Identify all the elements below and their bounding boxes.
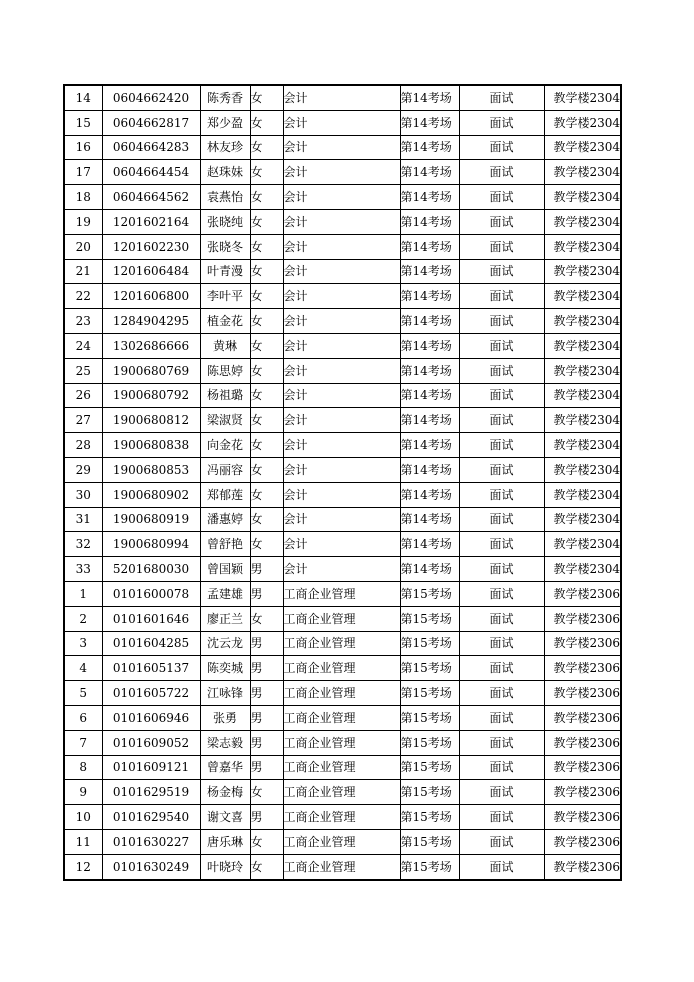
candidate-name-cell: 冯丽容 (200, 457, 250, 482)
gender-cell: 女 (250, 135, 283, 160)
exam-type-cell: 面试 (459, 433, 544, 458)
gender-cell: 女 (250, 110, 283, 135)
candidate-id-cell: 0604664283 (102, 135, 200, 160)
location-cell: 教学楼2306 (544, 780, 621, 805)
gender-cell: 女 (250, 234, 283, 259)
candidate-name-cell: 曾国颖 (200, 557, 250, 582)
candidate-name-cell: 谢文喜 (200, 805, 250, 830)
table-row (64, 829, 621, 854)
exam-type-cell: 面试 (459, 780, 544, 805)
exam-type-cell: 面试 (459, 805, 544, 830)
table-row (64, 854, 621, 879)
location-cell: 教学楼2306 (544, 854, 621, 879)
row-number-cell: 26 (64, 383, 102, 408)
row-number-cell: 4 (64, 656, 102, 681)
candidate-name-cell: 郑郁莲 (200, 482, 250, 507)
major-cell: 会计 (283, 110, 400, 135)
major-cell: 会计 (283, 185, 400, 210)
exam-type-cell: 面试 (459, 358, 544, 383)
location-cell: 教学楼2304 (544, 482, 621, 507)
gender-cell: 女 (250, 309, 283, 334)
exam-type-cell: 面试 (459, 160, 544, 185)
candidate-id-cell: 0101600078 (102, 581, 200, 606)
exam-room-cell: 第15考场 (400, 780, 459, 805)
major-cell: 会计 (283, 309, 400, 334)
candidate-name-cell: 向金花 (200, 433, 250, 458)
row-number-cell: 16 (64, 135, 102, 160)
gender-cell: 女 (250, 606, 283, 631)
location-cell: 教学楼2304 (544, 284, 621, 309)
exam-type-cell: 面试 (459, 557, 544, 582)
row-number-cell: 31 (64, 507, 102, 532)
candidate-id-cell: 5201680030 (102, 557, 200, 582)
location-cell: 教学楼2306 (544, 755, 621, 780)
exam-room-cell: 第14考场 (400, 333, 459, 358)
exam-room-cell: 第15考场 (400, 854, 459, 879)
location-cell: 教学楼2304 (544, 333, 621, 358)
candidate-id-cell: 0101609121 (102, 755, 200, 780)
location-cell: 教学楼2306 (544, 829, 621, 854)
major-cell: 会计 (283, 408, 400, 433)
location-cell: 教学楼2306 (544, 681, 621, 706)
table-row (64, 383, 621, 408)
exam-room-cell: 第15考场 (400, 705, 459, 730)
location-cell: 教学楼2304 (544, 358, 621, 383)
major-cell: 工商企业管理 (283, 581, 400, 606)
candidate-name-cell: 潘惠婷 (200, 507, 250, 532)
candidate-name-cell: 沈云龙 (200, 631, 250, 656)
candidate-id-cell: 0101629540 (102, 805, 200, 830)
candidate-id-cell: 0604662420 (102, 85, 200, 110)
major-cell: 会计 (283, 135, 400, 160)
major-cell: 工商企业管理 (283, 854, 400, 879)
major-cell: 工商企业管理 (283, 631, 400, 656)
candidate-name-cell: 曾嘉华 (200, 755, 250, 780)
major-cell: 会计 (283, 457, 400, 482)
exam-room-cell: 第14考场 (400, 433, 459, 458)
candidate-name-cell: 梁志毅 (200, 730, 250, 755)
location-cell: 教学楼2304 (544, 85, 621, 110)
exam-type-cell: 面试 (459, 631, 544, 656)
gender-cell: 女 (250, 507, 283, 532)
exam-type-cell: 面试 (459, 259, 544, 284)
gender-cell: 男 (250, 656, 283, 681)
candidate-id-cell: 0101601646 (102, 606, 200, 631)
row-number-cell: 3 (64, 631, 102, 656)
major-cell: 工商企业管理 (283, 730, 400, 755)
candidate-id-cell: 0604664562 (102, 185, 200, 210)
candidate-id-cell: 1900680919 (102, 507, 200, 532)
table-row (64, 482, 621, 507)
row-number-cell: 9 (64, 780, 102, 805)
candidate-id-cell: 0101605137 (102, 656, 200, 681)
row-number-cell: 11 (64, 829, 102, 854)
major-cell: 会计 (283, 532, 400, 557)
location-cell: 教学楼2304 (544, 110, 621, 135)
location-cell: 教学楼2304 (544, 507, 621, 532)
gender-cell: 女 (250, 457, 283, 482)
exam-room-cell: 第15考场 (400, 755, 459, 780)
location-cell: 教学楼2304 (544, 457, 621, 482)
row-number-cell: 30 (64, 482, 102, 507)
row-number-cell: 7 (64, 730, 102, 755)
candidate-name-cell: 廖正兰 (200, 606, 250, 631)
candidate-name-cell: 孟建雄 (200, 581, 250, 606)
candidate-id-cell: 0101629519 (102, 780, 200, 805)
candidate-name-cell: 张晓冬 (200, 234, 250, 259)
roster-body (64, 85, 621, 880)
major-cell: 会计 (283, 234, 400, 259)
gender-cell: 男 (250, 755, 283, 780)
exam-room-cell: 第14考场 (400, 234, 459, 259)
gender-cell: 女 (250, 358, 283, 383)
candidate-name-cell: 赵珠妹 (200, 160, 250, 185)
location-cell: 教学楼2304 (544, 383, 621, 408)
candidate-name-cell: 张晓纯 (200, 209, 250, 234)
row-number-cell: 18 (64, 185, 102, 210)
major-cell: 工商企业管理 (283, 606, 400, 631)
exam-room-cell: 第15考场 (400, 581, 459, 606)
row-number-cell: 14 (64, 85, 102, 110)
table-row (64, 234, 621, 259)
exam-room-cell: 第14考场 (400, 284, 459, 309)
exam-room-cell: 第14考场 (400, 457, 459, 482)
exam-type-cell: 面试 (459, 656, 544, 681)
gender-cell: 女 (250, 185, 283, 210)
gender-cell: 男 (250, 631, 283, 656)
gender-cell: 女 (250, 333, 283, 358)
candidate-id-cell: 1900680792 (102, 383, 200, 408)
location-cell: 教学楼2306 (544, 805, 621, 830)
exam-type-cell: 面试 (459, 854, 544, 879)
exam-room-cell: 第14考场 (400, 309, 459, 334)
table-row (64, 755, 621, 780)
exam-type-cell: 面试 (459, 507, 544, 532)
exam-room-cell: 第14考场 (400, 557, 459, 582)
table-row (64, 309, 621, 334)
major-cell: 工商企业管理 (283, 780, 400, 805)
candidate-name-cell: 唐乐琳 (200, 829, 250, 854)
exam-type-cell: 面试 (459, 681, 544, 706)
exam-room-cell: 第14考场 (400, 110, 459, 135)
location-cell: 教学楼2306 (544, 581, 621, 606)
major-cell: 会计 (283, 507, 400, 532)
exam-room-cell: 第14考场 (400, 482, 459, 507)
row-number-cell: 17 (64, 160, 102, 185)
candidate-name-cell: 陈秀香 (200, 85, 250, 110)
table-row (64, 135, 621, 160)
candidate-name-cell: 林友珍 (200, 135, 250, 160)
row-number-cell: 22 (64, 284, 102, 309)
row-number-cell: 32 (64, 532, 102, 557)
gender-cell: 男 (250, 581, 283, 606)
row-number-cell: 1 (64, 581, 102, 606)
row-number-cell: 8 (64, 755, 102, 780)
major-cell: 会计 (283, 284, 400, 309)
row-number-cell: 29 (64, 457, 102, 482)
exam-type-cell: 面试 (459, 110, 544, 135)
exam-room-cell: 第15考场 (400, 805, 459, 830)
location-cell: 教学楼2304 (544, 557, 621, 582)
candidate-id-cell: 0604664454 (102, 160, 200, 185)
major-cell: 工商企业管理 (283, 829, 400, 854)
candidate-name-cell: 李叶平 (200, 284, 250, 309)
exam-type-cell: 面试 (459, 755, 544, 780)
major-cell: 会计 (283, 259, 400, 284)
row-number-cell: 10 (64, 805, 102, 830)
candidate-name-cell: 江咏锋 (200, 681, 250, 706)
exam-room-cell: 第14考场 (400, 383, 459, 408)
table-row (64, 185, 621, 210)
exam-roster-table (63, 84, 622, 881)
candidate-id-cell: 0604662817 (102, 110, 200, 135)
exam-type-cell: 面试 (459, 482, 544, 507)
exam-type-cell: 面试 (459, 333, 544, 358)
table-row (64, 581, 621, 606)
gender-cell: 男 (250, 805, 283, 830)
gender-cell: 女 (250, 85, 283, 110)
exam-type-cell: 面试 (459, 383, 544, 408)
exam-room-cell: 第15考场 (400, 681, 459, 706)
candidate-id-cell: 1900680853 (102, 457, 200, 482)
exam-type-cell: 面试 (459, 730, 544, 755)
table-row (64, 631, 621, 656)
candidate-name-cell: 梁淑贤 (200, 408, 250, 433)
candidate-id-cell: 1201602164 (102, 209, 200, 234)
location-cell: 教学楼2304 (544, 433, 621, 458)
candidate-id-cell: 0101604285 (102, 631, 200, 656)
table-row (64, 730, 621, 755)
exam-room-cell: 第15考场 (400, 730, 459, 755)
exam-type-cell: 面试 (459, 185, 544, 210)
candidate-name-cell: 陈奕城 (200, 656, 250, 681)
exam-room-cell: 第14考场 (400, 358, 459, 383)
candidate-id-cell: 0101630227 (102, 829, 200, 854)
table-row (64, 358, 621, 383)
row-number-cell: 12 (64, 854, 102, 879)
location-cell: 教学楼2306 (544, 606, 621, 631)
candidate-name-cell: 叶晓玲 (200, 854, 250, 879)
table-row (64, 433, 621, 458)
major-cell: 会计 (283, 333, 400, 358)
row-number-cell: 27 (64, 408, 102, 433)
row-number-cell: 15 (64, 110, 102, 135)
exam-type-cell: 面试 (459, 309, 544, 334)
row-number-cell: 19 (64, 209, 102, 234)
major-cell: 工商企业管理 (283, 805, 400, 830)
row-number-cell: 21 (64, 259, 102, 284)
location-cell: 教学楼2306 (544, 730, 621, 755)
gender-cell: 女 (250, 259, 283, 284)
exam-room-cell: 第14考场 (400, 85, 459, 110)
location-cell: 教学楼2304 (544, 309, 621, 334)
table-row (64, 160, 621, 185)
exam-type-cell: 面试 (459, 408, 544, 433)
exam-type-cell: 面试 (459, 209, 544, 234)
gender-cell: 男 (250, 705, 283, 730)
exam-room-cell: 第15考场 (400, 656, 459, 681)
row-number-cell: 28 (64, 433, 102, 458)
candidate-name-cell: 张勇 (200, 705, 250, 730)
table-row (64, 780, 621, 805)
major-cell: 会计 (283, 433, 400, 458)
table-row (64, 110, 621, 135)
candidate-name-cell: 曾舒艳 (200, 532, 250, 557)
exam-room-cell: 第14考场 (400, 135, 459, 160)
major-cell: 工商企业管理 (283, 656, 400, 681)
candidate-id-cell: 1201602230 (102, 234, 200, 259)
table-row (64, 656, 621, 681)
candidate-id-cell: 0101630249 (102, 854, 200, 879)
candidate-id-cell: 1900680812 (102, 408, 200, 433)
row-number-cell: 6 (64, 705, 102, 730)
candidate-name-cell: 袁燕怡 (200, 185, 250, 210)
candidate-name-cell: 黄琳 (200, 333, 250, 358)
gender-cell: 女 (250, 408, 283, 433)
exam-type-cell: 面试 (459, 705, 544, 730)
row-number-cell: 23 (64, 309, 102, 334)
candidate-id-cell: 0101605722 (102, 681, 200, 706)
location-cell: 教学楼2306 (544, 656, 621, 681)
location-cell: 教学楼2304 (544, 209, 621, 234)
major-cell: 会计 (283, 85, 400, 110)
location-cell: 教学楼2304 (544, 135, 621, 160)
row-number-cell: 24 (64, 333, 102, 358)
location-cell: 教学楼2304 (544, 234, 621, 259)
exam-room-cell: 第14考场 (400, 209, 459, 234)
table-row (64, 259, 621, 284)
gender-cell: 男 (250, 681, 283, 706)
exam-type-cell: 面试 (459, 85, 544, 110)
location-cell: 教学楼2304 (544, 408, 621, 433)
exam-type-cell: 面试 (459, 829, 544, 854)
exam-type-cell: 面试 (459, 135, 544, 160)
candidate-name-cell: 杨祖璐 (200, 383, 250, 408)
major-cell: 会计 (283, 383, 400, 408)
exam-type-cell: 面试 (459, 606, 544, 631)
table-row (64, 532, 621, 557)
major-cell: 会计 (283, 482, 400, 507)
gender-cell: 女 (250, 482, 283, 507)
gender-cell: 女 (250, 284, 283, 309)
exam-room-cell: 第14考场 (400, 160, 459, 185)
gender-cell: 女 (250, 854, 283, 879)
major-cell: 会计 (283, 209, 400, 234)
candidate-name-cell: 杨金梅 (200, 780, 250, 805)
exam-room-cell: 第15考场 (400, 829, 459, 854)
table-row (64, 606, 621, 631)
table-row (64, 681, 621, 706)
exam-room-cell: 第15考场 (400, 631, 459, 656)
row-number-cell: 2 (64, 606, 102, 631)
gender-cell: 女 (250, 160, 283, 185)
major-cell: 会计 (283, 557, 400, 582)
gender-cell: 女 (250, 433, 283, 458)
table-row (64, 209, 621, 234)
exam-type-cell: 面试 (459, 234, 544, 259)
candidate-name-cell: 植金花 (200, 309, 250, 334)
gender-cell: 女 (250, 780, 283, 805)
gender-cell: 女 (250, 209, 283, 234)
candidate-name-cell: 叶青漫 (200, 259, 250, 284)
location-cell: 教学楼2304 (544, 185, 621, 210)
exam-type-cell: 面试 (459, 581, 544, 606)
candidate-id-cell: 1900680902 (102, 482, 200, 507)
table-row (64, 805, 621, 830)
table-row (64, 705, 621, 730)
exam-room-cell: 第14考场 (400, 507, 459, 532)
gender-cell: 女 (250, 383, 283, 408)
major-cell: 工商企业管理 (283, 705, 400, 730)
candidate-id-cell: 0101606946 (102, 705, 200, 730)
exam-room-cell: 第14考场 (400, 259, 459, 284)
major-cell: 会计 (283, 358, 400, 383)
location-cell: 教学楼2306 (544, 705, 621, 730)
gender-cell: 女 (250, 532, 283, 557)
candidate-name-cell: 陈思婷 (200, 358, 250, 383)
exam-room-cell: 第14考场 (400, 532, 459, 557)
gender-cell: 女 (250, 829, 283, 854)
table-row (64, 408, 621, 433)
candidate-name-cell: 郑少盈 (200, 110, 250, 135)
major-cell: 工商企业管理 (283, 681, 400, 706)
row-number-cell: 33 (64, 557, 102, 582)
candidate-id-cell: 0101609052 (102, 730, 200, 755)
major-cell: 会计 (283, 160, 400, 185)
exam-type-cell: 面试 (459, 457, 544, 482)
table-row (64, 284, 621, 309)
location-cell: 教学楼2304 (544, 160, 621, 185)
major-cell: 工商企业管理 (283, 755, 400, 780)
table-row (64, 457, 621, 482)
candidate-id-cell: 1302686666 (102, 333, 200, 358)
location-cell: 教学楼2306 (544, 631, 621, 656)
candidate-id-cell: 1201606800 (102, 284, 200, 309)
table-row (64, 507, 621, 532)
table-row (64, 85, 621, 110)
exam-room-cell: 第14考场 (400, 185, 459, 210)
candidate-id-cell: 1201606484 (102, 259, 200, 284)
location-cell: 教学楼2304 (544, 532, 621, 557)
candidate-id-cell: 1900680994 (102, 532, 200, 557)
table-row (64, 557, 621, 582)
exam-type-cell: 面试 (459, 532, 544, 557)
table-row (64, 333, 621, 358)
exam-room-cell: 第15考场 (400, 606, 459, 631)
gender-cell: 男 (250, 730, 283, 755)
exam-room-cell: 第14考场 (400, 408, 459, 433)
candidate-id-cell: 1900680769 (102, 358, 200, 383)
candidate-id-cell: 1900680838 (102, 433, 200, 458)
row-number-cell: 20 (64, 234, 102, 259)
gender-cell: 男 (250, 557, 283, 582)
row-number-cell: 5 (64, 681, 102, 706)
candidate-id-cell: 1284904295 (102, 309, 200, 334)
row-number-cell: 25 (64, 358, 102, 383)
exam-type-cell: 面试 (459, 284, 544, 309)
location-cell: 教学楼2304 (544, 259, 621, 284)
